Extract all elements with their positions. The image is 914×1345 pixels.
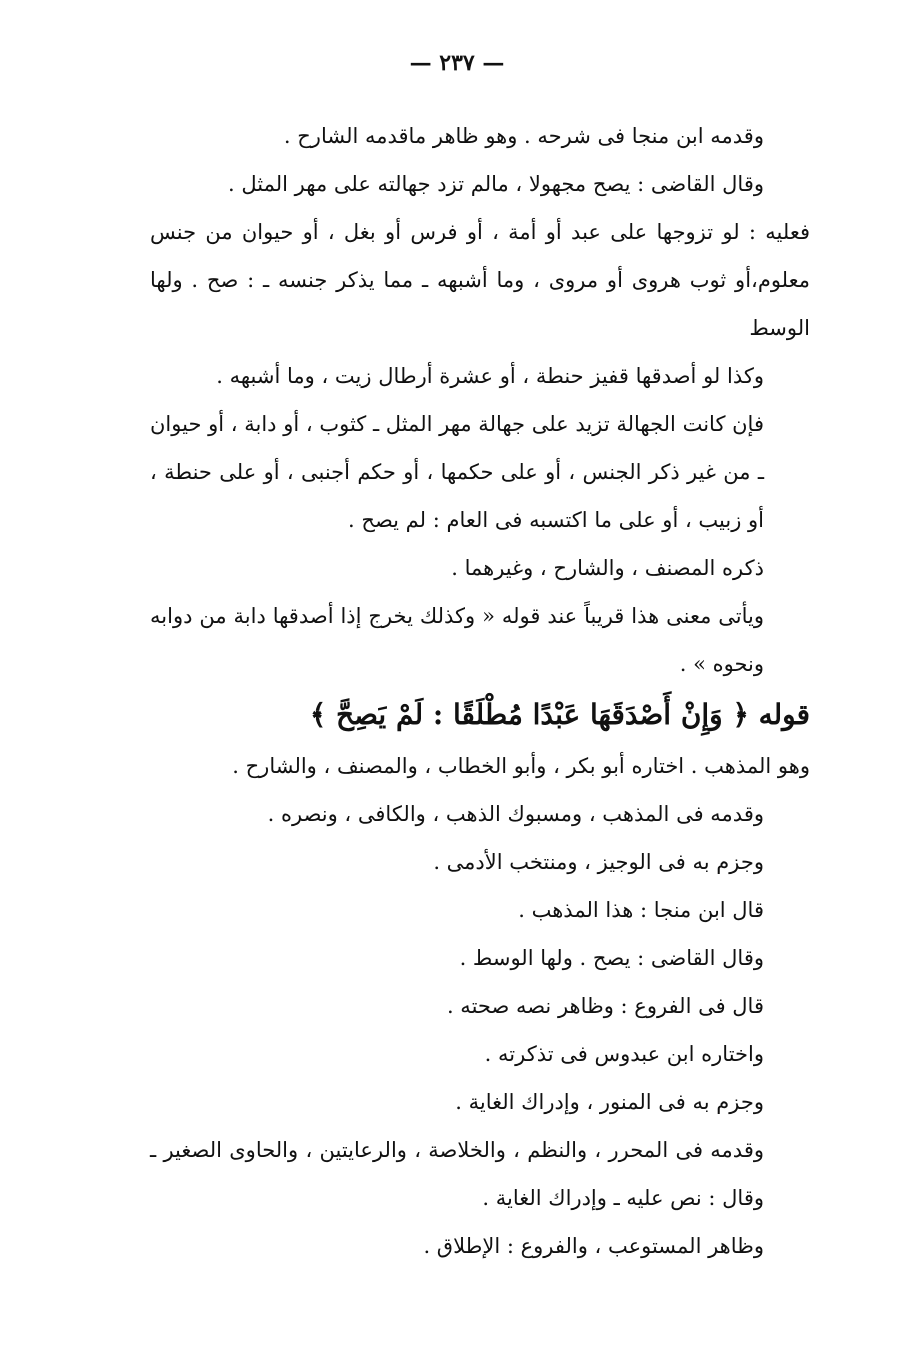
- section-heading: قوله ﴿ وَإِنْ أَصْدَقَهَا عَبْدًا مُطْلَقًا : لَمْ يَصِحَّ ﴾: [309, 698, 810, 731]
- paragraph: وقدمه ابن منجا فى شرحه . وهو ظاهر ماقدمه الشارح .: [283, 124, 764, 148]
- paragraph: ذكره المصنف ، والشارح ، وغيرهما .: [451, 556, 764, 580]
- paragraph: فعليه : لو تزوجها على عبد أو أمة ، أو فرس أو بغل ، أو حيوان من جنس معلوم،أو ثوب هروى أو مروى ، وما أشبهه ـ مما يذكر جنسه ـ : صح . ولها الوسط: [150, 220, 810, 340]
- paragraph: قال ابن منجا : هذا المذهب .: [518, 898, 764, 922]
- paragraph: وقدمه فى المذهب ، ومسبوك الذهب ، والكافى ، ونصره .: [267, 802, 764, 826]
- paragraph: وهو المذهب . اختاره أبو بكر ، وأبو الخطاب ، والمصنف ، والشارح .: [232, 754, 810, 778]
- paragraph: وجزم به فى الوجيز ، ومنتخب الأدمى .: [433, 850, 764, 874]
- paragraph: ويأتى معنى هذا قريباً عند قوله « وكذلك يخرج إذا أصدقها دابة من دوابه ونحوه » .: [150, 604, 764, 676]
- paragraph: وكذا لو أصدقها قفيز حنطة ، أو عشرة أرطال زيت ، وما أشبهه .: [216, 364, 764, 388]
- body-text: [150, 112, 810, 1270]
- paragraph: وقدمه فى المحرر ، والنظم ، والخلاصة ، والرعايتين ، والحاوى الصغير ـ وقال : نص عليه ـ وإدراك الغاية .: [150, 1138, 764, 1210]
- paragraph: وقال القاضى : يصح . ولها الوسط .: [459, 946, 764, 970]
- paragraph: واختاره ابن عبدوس فى تذكرته .: [484, 1042, 764, 1066]
- paragraph: وقال القاضى : يصح مجهولا ، مالم تزد جهالته على مهر المثل .: [228, 172, 764, 196]
- paragraph: وجزم به فى المنور ، وإدراك الغاية .: [455, 1090, 764, 1114]
- paragraph: قال فى الفروع : وظاهر نصه صحته .: [446, 994, 764, 1018]
- paragraph: فإن كانت الجهالة تزيد على جهالة مهر المثل ـ كثوب ، أو دابة ، أو حيوان ـ من غير ذكر الجنس ، أو على حكمها ، أو حكم أجنبى ، أو على حنطة ، أو زبيب ، أو على ما اكتسبه فى العام : لم يصح .: [150, 412, 764, 532]
- paragraph: وظاهر المستوعب ، والفروع : الإطلاق .: [423, 1234, 764, 1258]
- page-number: — ٢٣٧ —: [409, 50, 505, 76]
